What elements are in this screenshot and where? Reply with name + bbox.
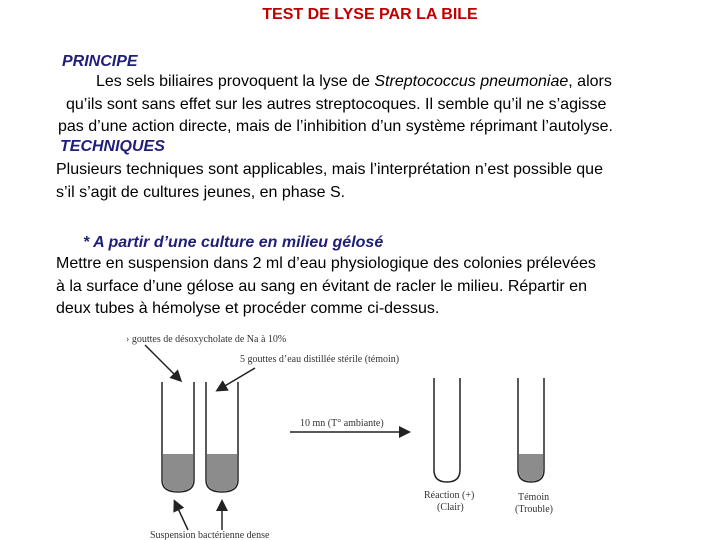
- tube-temoin-liquid: [519, 454, 543, 481]
- principe-line-1-start: Les sels biliaires provoquent la lyse de: [96, 73, 375, 90]
- principe-line-1: [56, 71, 684, 94]
- culture-line-2: à la surface d’une gélose au sang en évitant de racler le milieu. Répartir en: [56, 277, 587, 295]
- label-time: 10 mn (T° ambiante): [300, 418, 384, 429]
- culture-paragraph: [56, 253, 596, 321]
- principe-line-1-end: , alors: [568, 73, 612, 90]
- label-reaction-sub: (Clair): [437, 502, 464, 513]
- techniques-paragraph: [56, 159, 603, 204]
- label-drops-water: 5 gouttes d’eau distillée stérile (témoin): [240, 354, 400, 365]
- principe-heading: PRINCIPE: [62, 53, 138, 70]
- arrow-suspension-left: [175, 502, 188, 530]
- page-title: TEST DE LYSE PAR LA BILE: [262, 6, 478, 23]
- tube-reaction-clear: [434, 378, 460, 482]
- lysis-test-diagram: [0, 320, 720, 540]
- tube-left-liquid: [163, 454, 193, 491]
- label-reaction: Réaction (+): [424, 490, 475, 501]
- label-temoin-sub: (Trouble): [515, 504, 553, 515]
- techniques-line-1: Plusieurs techniques sont applicables, mais l’interprétation n’est possible que: [56, 161, 603, 178]
- culture-line-3: deux tubes à hémolyse et procéder comme ci-dessus.: [56, 300, 440, 317]
- techniques-heading: TECHNIQUES: [60, 138, 165, 155]
- culture-line-1: Mettre en suspension dans 2 ml d’eau physiologique des colonies prélevées: [56, 255, 596, 272]
- principe-line-2: qu’ils sont sans effet sur les autres streptocoques. Il semble qu’il ne s’agisse: [66, 95, 607, 113]
- techniques-line-2: s’il s’agit de cultures jeunes, en phase S.: [56, 183, 346, 201]
- tube-right-liquid: [207, 454, 237, 491]
- label-drops-deoxycholate: › gouttes de désoxycholate de Na à 10%: [126, 334, 287, 345]
- principe-paragraph: [56, 71, 684, 139]
- culture-heading: * A partir d’une culture en milieu gélosé: [83, 234, 384, 251]
- arrow-deoxycholate: [145, 345, 180, 380]
- principe-line-3: pas d’une action directe, mais de l’inhibition d’un système réprimant l’autolyse.: [58, 118, 613, 135]
- label-suspension: Suspension bactérienne dense: [150, 530, 270, 540]
- species-name: Streptococcus pneumoniae: [374, 73, 569, 90]
- arrow-water: [218, 368, 255, 390]
- label-temoin: Témoin: [518, 492, 550, 503]
